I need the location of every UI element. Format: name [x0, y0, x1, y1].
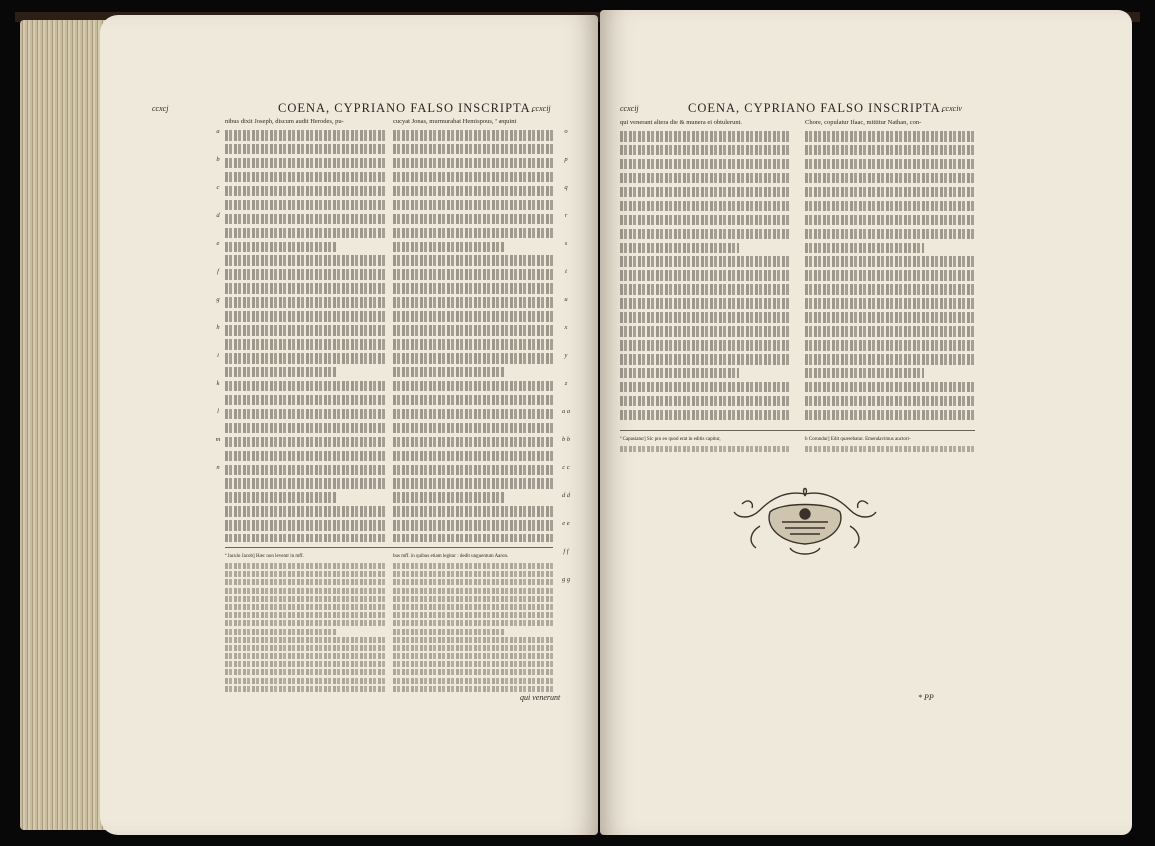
text-line [225, 325, 385, 336]
footnote-rule [225, 547, 553, 548]
text-line [620, 229, 790, 240]
text-line [393, 255, 553, 266]
left-fn2-text [393, 563, 553, 693]
text-line [225, 283, 385, 294]
left-margin-notes [212, 125, 224, 489]
text-line [393, 506, 553, 517]
right-fn1-first: ª Capasiatur] Sic pro eo quod erat in editis capitur, [620, 437, 721, 442]
left-footnotes-2 [393, 553, 553, 693]
text-line [620, 187, 790, 198]
margin-note-letter: e [216, 240, 220, 247]
margin-note-letter: l [217, 408, 219, 415]
text-line [225, 534, 385, 542]
text-line [805, 446, 975, 452]
text-line [805, 396, 975, 407]
left-fn1-first: ª Jaculo Jacob] Hæc non leventr in mff. [225, 554, 304, 559]
left-col1-first-line: nibus dixit Joseph, discum audit Herodes, pu- [225, 118, 344, 125]
text-line [393, 423, 553, 434]
text-line [393, 214, 553, 225]
right-fn1-text [620, 446, 790, 452]
right-footnotes-1 [620, 436, 790, 460]
text-line [225, 492, 337, 503]
text-line [620, 131, 790, 142]
text-line [620, 256, 790, 267]
signature-mark: * PP [918, 693, 934, 702]
text-line [393, 228, 553, 239]
margin-note-letter: f [217, 268, 219, 275]
right-footnote-rule [620, 430, 975, 431]
text-line [393, 158, 553, 169]
margin-note-letter: a [216, 128, 220, 135]
text-line [225, 186, 385, 197]
text-line [620, 396, 790, 407]
left-fn1-text [225, 563, 385, 693]
text-line [393, 669, 553, 675]
margin-note-letter: e e [562, 520, 570, 527]
text-line [225, 409, 385, 420]
text-line [620, 368, 739, 379]
text-line [805, 298, 975, 309]
text-line [393, 520, 553, 531]
text-line [393, 534, 553, 542]
right-col1-first-line: qui venerant altera die & munera ei obtulerunt. [620, 119, 743, 126]
right-footnotes-2 [805, 436, 975, 460]
text-line [393, 637, 553, 643]
right-fn2-first: b Corundur] Edit quærebatur. Emendavimus auctori- [805, 437, 911, 442]
text-line [225, 423, 385, 434]
text-line [225, 311, 385, 322]
margin-note-letter: i [217, 352, 219, 359]
text-line [393, 130, 553, 141]
text-line [805, 368, 924, 379]
text-line [620, 159, 790, 170]
text-line [225, 228, 385, 239]
right-page-number-left: ccxcij [620, 104, 639, 113]
right-column-2 [805, 118, 975, 423]
text-line [393, 144, 553, 155]
text-line [620, 354, 790, 365]
text-line [393, 437, 553, 448]
text-line [393, 571, 553, 577]
text-line [225, 353, 385, 364]
left-col2-text [393, 130, 553, 542]
margin-note-letter: r [564, 212, 568, 219]
text-line [225, 269, 385, 280]
text-line [225, 637, 385, 643]
text-line [805, 159, 975, 170]
text-line [225, 596, 385, 602]
text-line [225, 158, 385, 169]
left-col1-text [225, 130, 385, 542]
text-line [393, 242, 505, 253]
text-line [805, 340, 975, 351]
text-line [393, 395, 553, 406]
text-line [805, 284, 975, 295]
text-line [225, 381, 385, 392]
text-line [805, 215, 975, 226]
text-line [805, 201, 975, 212]
right-page-title: COENA, CYPRIANO FALSO INSCRIPTA. [688, 101, 945, 115]
left-col2-first-line: cucyat Jonas, murmurabat Hemispous, ª æquint [393, 118, 517, 125]
text-line [225, 629, 337, 635]
margin-note-letter: b [216, 156, 220, 163]
margin-note-letter: x [564, 324, 568, 331]
text-line [393, 451, 553, 462]
margin-note-letter: c c [562, 464, 570, 471]
text-line [620, 284, 790, 295]
text-line [805, 256, 975, 267]
text-line [225, 604, 385, 610]
text-line [393, 339, 553, 350]
text-line [393, 297, 553, 308]
text-line [225, 620, 385, 626]
text-line [393, 612, 553, 618]
text-line [393, 653, 553, 659]
text-line [225, 661, 385, 667]
right-column-1 [620, 118, 790, 423]
text-line [620, 340, 790, 351]
right-fn2-text [805, 446, 975, 452]
left-column-2 [393, 117, 553, 542]
text-line [805, 187, 975, 198]
text-line [225, 563, 385, 569]
text-line [393, 409, 553, 420]
text-line [805, 173, 975, 184]
text-line [393, 596, 553, 602]
text-line [225, 339, 385, 350]
text-line [805, 410, 975, 421]
text-line [393, 172, 553, 183]
text-line [393, 492, 505, 503]
text-line [805, 382, 975, 393]
text-line [225, 669, 385, 675]
text-line [393, 465, 553, 476]
text-line [225, 686, 385, 692]
text-line [225, 465, 385, 476]
margin-note-letter: g g [561, 576, 571, 583]
text-line [225, 200, 385, 211]
margin-note-letter: q [564, 184, 568, 191]
text-line [225, 678, 385, 684]
text-line [620, 298, 790, 309]
margin-note-letter: d [216, 212, 220, 219]
text-line [225, 367, 337, 378]
text-line [620, 382, 790, 393]
margin-note-letter: s [564, 240, 568, 247]
right-col2-text [805, 131, 975, 420]
text-line [393, 478, 553, 489]
text-line [225, 645, 385, 651]
text-line [225, 255, 385, 266]
left-fn2-first: bus mff. in quibus etiam legitur : dedit unguentum Aaron. [393, 554, 509, 559]
margin-note-letter: b b [561, 436, 571, 443]
text-line [393, 563, 553, 569]
text-line [393, 604, 553, 610]
margin-note-letter: p [564, 156, 568, 163]
text-line [225, 242, 337, 253]
right-col1-text [620, 131, 790, 420]
text-line [805, 312, 975, 323]
text-line [393, 186, 553, 197]
text-line [620, 312, 790, 323]
text-line [393, 678, 553, 684]
margin-note-letter: t [565, 268, 567, 275]
text-line [393, 686, 553, 692]
right-page [600, 10, 1132, 835]
text-line [393, 200, 553, 211]
text-line [393, 620, 553, 626]
text-line [225, 506, 385, 517]
text-line [393, 381, 553, 392]
text-line [393, 311, 553, 322]
margin-note-letter: y [564, 352, 568, 359]
page-edges [20, 20, 110, 830]
text-line [393, 325, 553, 336]
text-line [225, 653, 385, 659]
margin-note-letter: n [216, 464, 220, 471]
text-line [225, 451, 385, 462]
text-line [620, 243, 739, 254]
text-line [393, 353, 553, 364]
margin-note-letter: c [216, 184, 220, 191]
right-margin-notes [560, 125, 572, 601]
text-line [225, 395, 385, 406]
text-line [225, 612, 385, 618]
text-line [620, 326, 790, 337]
text-line [225, 297, 385, 308]
text-line [225, 214, 385, 225]
margin-note-letter: m [215, 436, 221, 443]
margin-note-letter: f f [563, 548, 569, 555]
text-line [225, 478, 385, 489]
text-line [620, 270, 790, 281]
margin-note-letter: u [564, 296, 568, 303]
text-line [620, 446, 790, 452]
right-col2-first-line: Chore, copulatur Ifaac, mittitur Nathan, con- [805, 119, 922, 126]
text-line [393, 367, 505, 378]
left-page-title: COENA, CYPRIANO FALSO INSCRIPTA. [278, 101, 535, 115]
text-line [225, 520, 385, 531]
text-line [620, 410, 790, 421]
text-line [805, 270, 975, 281]
left-page-number-right: ccxcij [532, 104, 551, 113]
margin-note-letter: h [216, 324, 220, 331]
text-line [393, 588, 553, 594]
left-page [100, 15, 598, 835]
text-line [620, 173, 790, 184]
text-line [620, 201, 790, 212]
text-line [225, 588, 385, 594]
margin-note-letter: o [564, 128, 568, 135]
text-line [393, 645, 553, 651]
text-line [225, 144, 385, 155]
tailpiece-ornament [730, 482, 880, 562]
text-line [225, 579, 385, 585]
text-line [393, 629, 505, 635]
margin-note-letter: z [564, 380, 568, 387]
text-line [225, 172, 385, 183]
text-line [805, 326, 975, 337]
text-line [393, 661, 553, 667]
left-column-1 [225, 117, 385, 542]
text-line [225, 130, 385, 141]
text-line [805, 354, 975, 365]
text-line [805, 229, 975, 240]
text-line [225, 571, 385, 577]
text-line [805, 243, 924, 254]
margin-note-letter: k [216, 380, 220, 387]
text-line [620, 145, 790, 156]
text-line [805, 131, 975, 142]
left-page-number: ccxcj [152, 104, 169, 113]
catchword: qui venerunt [520, 693, 561, 702]
text-line [225, 437, 385, 448]
text-line [393, 579, 553, 585]
text-line [805, 145, 975, 156]
text-line [620, 215, 790, 226]
margin-note-letter: a a [561, 408, 571, 415]
text-line [393, 283, 553, 294]
text-line [393, 269, 553, 280]
left-footnotes-1 [225, 553, 385, 693]
right-page-number: ccxciv [942, 104, 962, 113]
margin-note-letter: g [216, 296, 220, 303]
margin-note-letter: d d [561, 492, 571, 499]
